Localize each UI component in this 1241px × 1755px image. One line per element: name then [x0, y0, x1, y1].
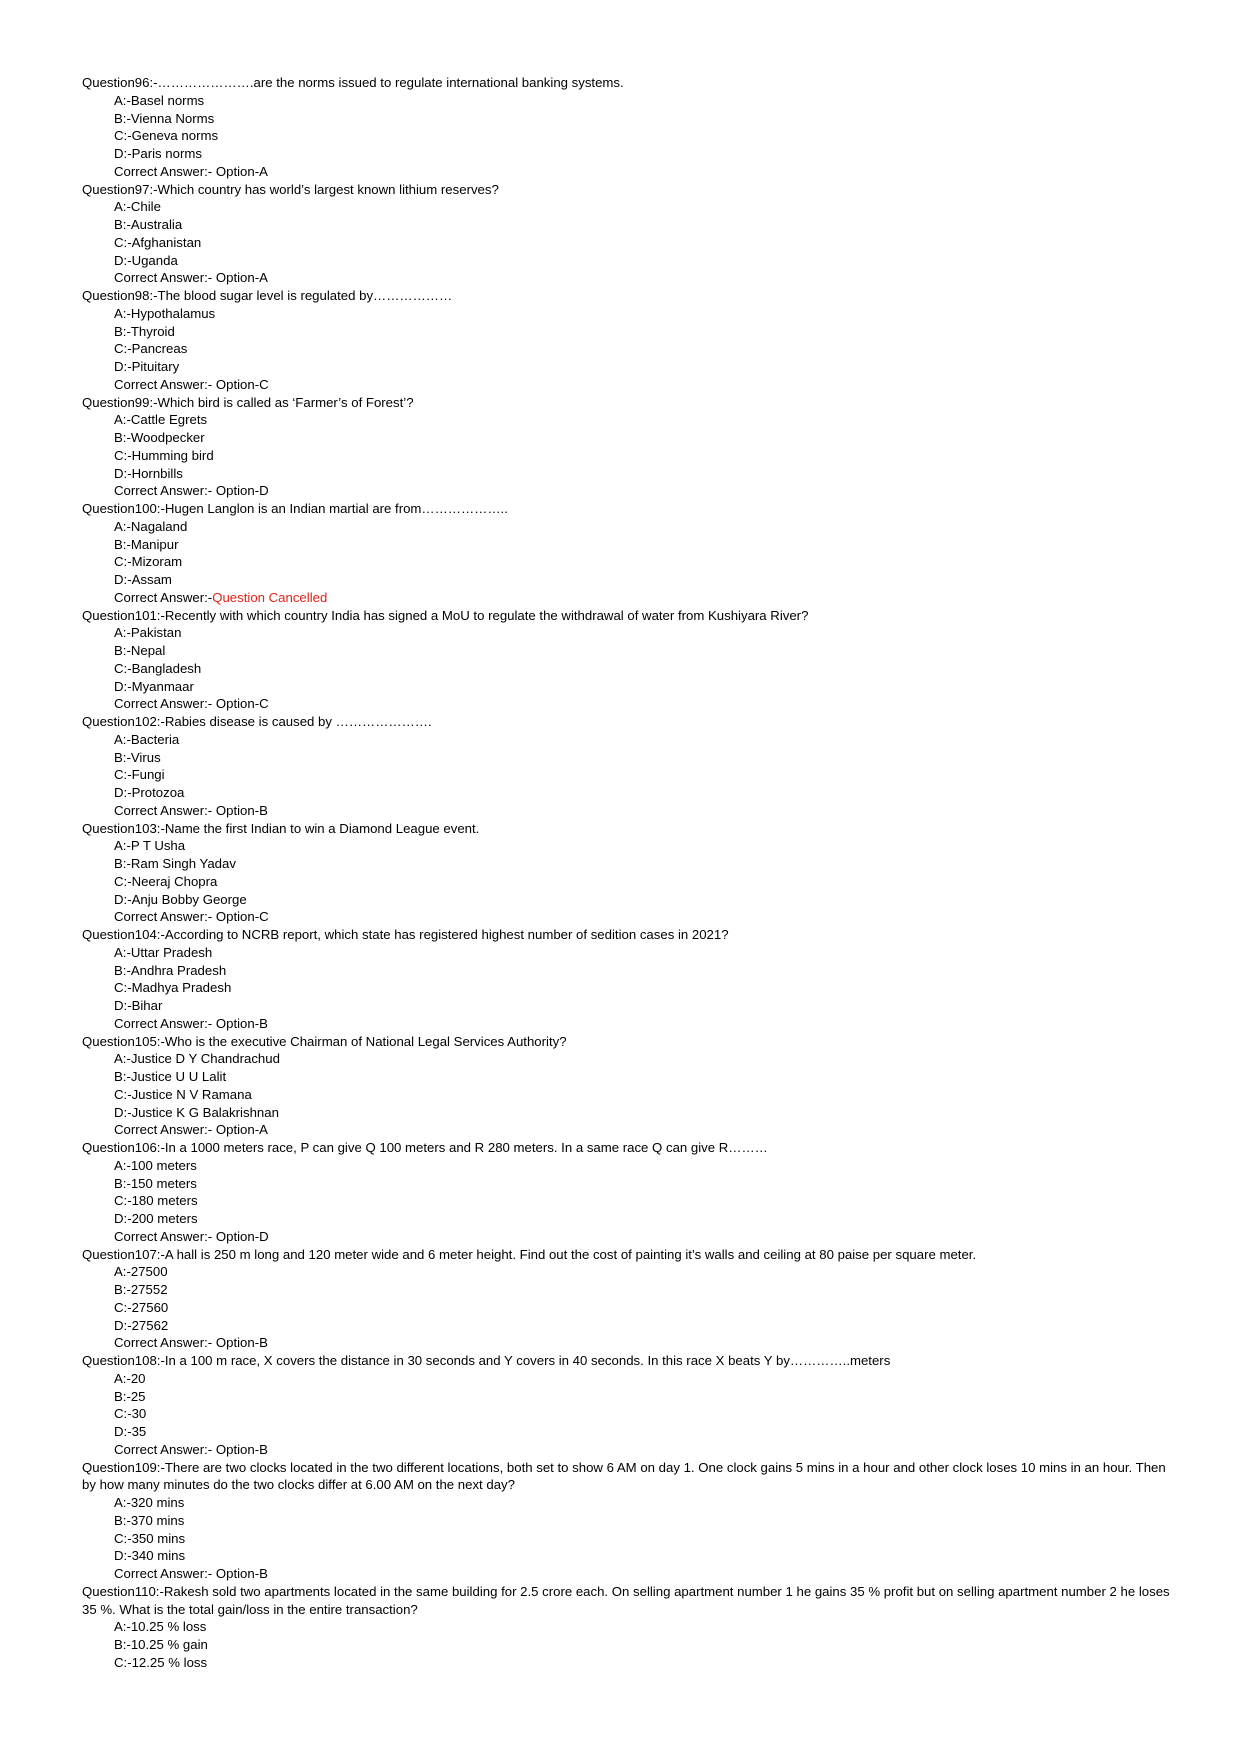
correct-answer — [82, 269, 1177, 287]
question-body: According to NCRB report, which state has registered highest number of sedition cases in 2021? — [164, 927, 729, 942]
question-label: Question108:- — [82, 1353, 165, 1368]
answer-option: C:-Bangladesh — [114, 660, 202, 676]
correct-answer — [82, 802, 1177, 820]
answer-option: C:-30 — [114, 1406, 147, 1422]
question-label: Question96:- — [82, 75, 158, 90]
answer-option: D:-Hornbills — [114, 465, 183, 481]
correct-answer — [82, 908, 1177, 926]
question-block — [82, 1352, 1177, 1459]
answer-option: B:-Australia — [114, 217, 183, 232]
answer-option: A:-320 mins — [114, 1495, 185, 1510]
question-body: ………………….are the norms issued to regulate international banking systems. — [157, 75, 624, 90]
question-body: Who is the executive Chairman of National Legal Services Authority? — [164, 1033, 567, 1049]
question-block — [82, 1139, 1177, 1246]
answer-option: D:-340 mins — [114, 1548, 186, 1564]
question-text — [82, 74, 1177, 92]
correct-answer-label: Correct Answer:- — [114, 1441, 213, 1457]
question-body: In a 1000 meters race, P can give Q 100 meters and R 280 meters. In a same race Q can give R……… — [164, 1140, 768, 1155]
correct-answer — [82, 1334, 1177, 1352]
question-label: Question103:- — [82, 820, 165, 836]
correct-answer-label: Correct Answer:- — [114, 270, 213, 286]
question-text — [82, 1459, 1177, 1495]
question-text — [82, 287, 1177, 305]
question-label: Question106:- — [82, 1140, 165, 1155]
correct-answer-label: Correct Answer:- — [114, 1228, 213, 1244]
question-text — [82, 1033, 1177, 1051]
question-text — [82, 1139, 1177, 1157]
question-text — [82, 181, 1177, 199]
correct-answer-label: Correct Answer:- — [114, 589, 213, 605]
correct-answer-value: Option-B — [212, 1441, 268, 1457]
question-label: Question99:- — [82, 394, 158, 410]
answer-option: B:-Manipur — [114, 536, 179, 552]
correct-answer — [82, 163, 1177, 181]
answer-option: A:-Chile — [114, 199, 161, 215]
correct-answer-value: Option-B — [212, 1015, 268, 1031]
answer-option: C:-Afghanistan — [114, 234, 202, 250]
correct-answer-label: Correct Answer:- — [114, 163, 213, 179]
question-block — [82, 181, 1177, 288]
question-text — [82, 820, 1177, 838]
correct-answer-label: Correct Answer:- — [114, 1015, 213, 1031]
question-block — [82, 394, 1177, 501]
question-body: Recently with which country India has signed a MoU to regulate the withdrawal of water from Kushiyara River? — [164, 607, 809, 623]
question-text — [82, 713, 1177, 731]
answer-option: A:-Nagaland — [114, 518, 188, 534]
answer-option: D:-35 — [114, 1424, 147, 1439]
answer-option: B:-25 — [114, 1388, 146, 1404]
correct-answer-value: Option-D — [212, 483, 269, 499]
question-label: Question107:- — [82, 1246, 165, 1262]
answer-option: B:-Ram Singh Yadav — [114, 856, 236, 871]
answer-option: D:-27562 — [114, 1317, 169, 1333]
question-block — [82, 1459, 1177, 1583]
answer-option: B:-370 mins — [114, 1512, 185, 1528]
question-document — [82, 74, 1177, 1672]
correct-answer-label: Correct Answer:- — [114, 909, 213, 925]
correct-answer-label: Correct Answer:- — [114, 802, 213, 818]
answer-option: D:-Justice K G Balakrishnan — [114, 1104, 279, 1120]
correct-answer-value: Option-A — [212, 270, 268, 286]
answer-option: A:-Uttar Pradesh — [114, 944, 213, 960]
answer-option: C:-Geneva norms — [114, 128, 219, 144]
correct-answer-label: Correct Answer:- — [114, 1566, 213, 1581]
answer-option: B:-Woodpecker — [114, 430, 205, 445]
question-block — [82, 820, 1177, 927]
answer-option: C:-Justice N V Ramana — [114, 1086, 252, 1102]
question-block — [82, 607, 1177, 714]
correct-answer-value: Option-B — [212, 802, 268, 818]
answer-option: B:-Thyroid — [114, 323, 175, 339]
answer-option: B:-Nepal — [114, 643, 166, 658]
answer-option: C:-Madhya Pradesh — [114, 980, 232, 996]
correct-answer — [82, 1015, 1177, 1033]
question-body: Which country has world’s largest known lithium reserves? — [157, 181, 499, 197]
answer-option: B:-27552 — [114, 1282, 168, 1297]
answer-option: D:-Paris norms — [114, 146, 202, 161]
question-block — [82, 1246, 1177, 1353]
correct-answer-value: Option-D — [212, 1228, 269, 1244]
answer-option: D:-Uganda — [114, 252, 178, 268]
correct-answer-label: Correct Answer:- — [114, 1335, 213, 1351]
question-label: Question105:- — [82, 1033, 165, 1049]
correct-answer-label: Correct Answer:- — [114, 483, 213, 499]
correct-answer — [82, 1121, 1177, 1139]
correct-answer — [82, 1565, 1177, 1583]
answer-option: C:-Neeraj Chopra — [114, 873, 218, 889]
question-label: Question97:- — [82, 181, 158, 197]
question-block — [82, 287, 1177, 394]
question-block — [82, 713, 1177, 820]
answer-option: A:-Basel norms — [114, 92, 205, 108]
question-text — [82, 1352, 1177, 1370]
answer-option: A:-Cattle Egrets — [114, 412, 208, 428]
question-body: In a 100 m race, X covers the distance in 30 seconds and Y covers in 40 seconds. In this race X beats Y by…………..meters — [164, 1353, 891, 1368]
question-block — [82, 500, 1177, 607]
question-label: Question101:- — [82, 607, 165, 623]
answer-option: C:-12.25 % loss — [114, 1654, 208, 1670]
answer-option: C:-Humming bird — [114, 447, 214, 463]
correct-answer-value: Option-C — [212, 696, 269, 712]
answer-option: C:-Fungi — [114, 767, 165, 783]
question-body: Which bird is called as ‘Farmer’s of Forest’? — [157, 394, 414, 410]
question-block — [82, 74, 1177, 181]
question-body: The blood sugar level is regulated by……………… — [157, 288, 453, 303]
question-body: A hall is 250 m long and 120 meter wide and 6 meter height. Find out the cost of painting it’s walls and ceiling at 80 paise per square meter. — [164, 1246, 977, 1262]
question-body: Name the first Indian to win a Diamond League event. — [164, 820, 480, 836]
question-label: Question104:- — [82, 927, 165, 942]
question-text — [82, 926, 1177, 944]
question-label: Question102:- — [82, 714, 165, 729]
answer-option: A:-20 — [114, 1370, 146, 1386]
question-body: Rabies disease is caused by …………………. — [164, 714, 432, 729]
answer-option: B:-Virus — [114, 749, 161, 765]
question-body: Hugen Langlon is an Indian martial are from……………….. — [164, 501, 508, 516]
question-text — [82, 1246, 1177, 1264]
answer-option: B:-150 meters — [114, 1175, 197, 1191]
correct-answer — [82, 376, 1177, 394]
answer-option: A:-Hypothalamus — [114, 305, 216, 321]
answer-option: A:-P T Usha — [114, 838, 186, 854]
correct-answer-label: Correct Answer:- — [114, 1122, 213, 1138]
answer-option: C:-Pancreas — [114, 341, 188, 357]
question-text — [82, 500, 1177, 518]
question-block — [82, 1033, 1177, 1140]
answer-option: C:-180 meters — [114, 1193, 198, 1209]
answer-option: D:-Myanmaar — [114, 678, 194, 694]
answer-option: C:-27560 — [114, 1299, 169, 1315]
question-block — [82, 1583, 1177, 1672]
correct-answer — [82, 695, 1177, 713]
correct-answer-value: Option-C — [212, 376, 269, 392]
correct-answer-label: Correct Answer:- — [114, 696, 213, 712]
answer-option: D:-200 meters — [114, 1211, 198, 1226]
question-label: Question100:- — [82, 501, 165, 516]
answer-option: A:-Bacteria — [114, 731, 180, 747]
question-label: Question110:- — [82, 1583, 164, 1599]
answer-option: A:-Justice D Y Chandrachud — [114, 1051, 280, 1067]
question-label: Question109:- — [82, 1459, 165, 1475]
question-cancelled-note: Question Cancelled — [212, 589, 328, 605]
question-body: There are two clocks located in the two different locations, both set to show 6 AM on day 1. One clock gains 5 mins in a hour and other clock loses 10 mins in an hour. Then by how many minutes do the two clocks differ at 6.00 AM on the next day? — [82, 1459, 1166, 1493]
answer-option: C:-350 mins — [114, 1530, 186, 1546]
answer-option: D:-Protozoa — [114, 785, 185, 800]
answer-option: A:-10.25 % loss — [114, 1619, 207, 1635]
answer-option: B:-Justice U U Lalit — [114, 1069, 227, 1084]
answer-option: C:-Mizoram — [114, 554, 183, 570]
correct-answer-value: Option-B — [212, 1335, 268, 1351]
answer-option: A:-27500 — [114, 1264, 168, 1280]
correct-answer — [82, 482, 1177, 500]
answer-option: B:-10.25 % gain — [114, 1637, 208, 1652]
correct-answer — [82, 589, 1177, 607]
answer-option: A:-Pakistan — [114, 625, 182, 641]
correct-answer — [82, 1228, 1177, 1246]
question-text — [82, 607, 1177, 625]
question-body: Rakesh sold two apartments located in the same building for 2.5 crore each. On selling apartment number 1 he gains 35 % profit but on selling apartment number 2 he loses 35 %. What is the total gain/loss in the entire transaction? — [82, 1583, 1170, 1617]
answer-option: D:-Assam — [114, 572, 172, 587]
correct-answer-value: Option-C — [212, 909, 269, 925]
correct-answer-value: Option-A — [212, 163, 268, 179]
answer-option: B:-Vienna Norms — [114, 110, 215, 126]
correct-answer-label: Correct Answer:- — [114, 376, 213, 392]
question-text — [82, 394, 1177, 412]
answer-option: B:-Andhra Pradesh — [114, 962, 227, 978]
correct-answer-value: Option-B — [212, 1566, 268, 1581]
correct-answer-value: Option-A — [212, 1122, 268, 1138]
question-block — [82, 926, 1177, 1033]
answer-option: D:-Pituitary — [114, 359, 180, 374]
question-label: Question98:- — [82, 288, 158, 303]
answer-option: D:-Anju Bobby George — [114, 891, 247, 907]
answer-option: A:-100 meters — [114, 1157, 197, 1173]
correct-answer — [82, 1441, 1177, 1459]
answer-option: D:-Bihar — [114, 998, 163, 1013]
question-text — [82, 1583, 1177, 1619]
